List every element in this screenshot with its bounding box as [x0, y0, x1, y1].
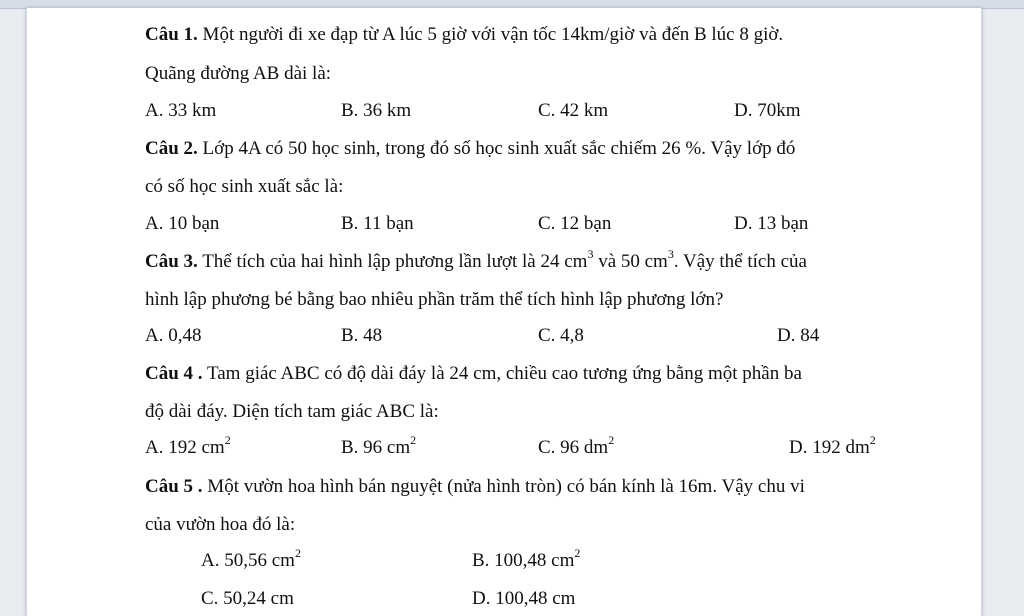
question-1-option-a: A. 33 km — [145, 100, 217, 121]
question-4-option-c-text: C. 96 dm — [538, 437, 609, 458]
question-4-line-1 — [145, 363, 802, 385]
question-1-text: Một người đi xe đạp từ A lúc 5 giờ với vận tốc 14km/giờ và đến B lúc 8 giờ. — [197, 24, 784, 45]
question-4-option-a-text: A. 192 cm — [145, 437, 225, 458]
question-5-option-a-text: A. 50,56 cm — [201, 550, 295, 571]
question-2-option-c: C. 12 bạn — [538, 213, 612, 234]
question-5-option-c-text: C. 50,24 cm — [201, 588, 294, 609]
question-1-option-c: C. 42 km — [538, 100, 609, 121]
question-1-option-b: B. 36 km — [341, 100, 412, 121]
question-3-sup-1: 3 — [587, 246, 594, 261]
question-1-line-1 — [145, 24, 783, 46]
question-4-option-c — [538, 432, 615, 459]
question-4-option-c-sup: 2 — [608, 432, 615, 447]
question-4-option-a — [145, 432, 231, 459]
question-5-label: Câu 5 . — [145, 476, 203, 497]
question-5-option-b — [472, 545, 581, 572]
question-2-label: Câu 2. — [145, 138, 198, 159]
question-1-label: Câu 1. — [145, 24, 198, 45]
question-2-option-a: A. 10 bạn — [145, 213, 220, 234]
question-3-text-c: . Vậy thể tích của — [673, 251, 807, 272]
question-4-label: Câu 4 . — [145, 363, 203, 384]
question-4-option-d-sup: 2 — [869, 432, 876, 447]
question-4-option-d-text: D. 192 dm — [789, 437, 870, 458]
question-4-line-2: độ dài đáy. Diện tích tam giác ABC là: — [145, 401, 439, 422]
question-5-option-d — [472, 588, 575, 610]
question-5-option-a-sup: 2 — [294, 545, 301, 560]
question-3-text-b: và 50 cm — [593, 251, 668, 272]
question-3-option-b: B. 48 — [341, 325, 383, 346]
question-3-option-c: C. 4,8 — [538, 325, 584, 346]
question-4-option-b-text: B. 96 cm — [341, 437, 411, 458]
question-4-text: Tam giác ABC có độ dài đáy là 24 cm, chiều cao tương ứng bằng một phần ba — [202, 363, 802, 384]
question-2-line-1 — [145, 138, 795, 160]
question-2-line-2: có số học sinh xuất sắc là: — [145, 176, 344, 197]
question-2-option-d: D. 13 bạn — [734, 213, 809, 234]
question-3-option-a: A. 0,48 — [145, 325, 202, 346]
document-page — [26, 8, 982, 616]
question-3-text-a: Thể tích của hai hình lập phương lần lượt là 24 cm — [197, 251, 588, 272]
question-2-option-b: B. 11 bạn — [341, 213, 414, 234]
question-4-option-b-sup: 2 — [410, 432, 417, 447]
question-2-text: Lớp 4A có 50 học sinh, trong đó số học sinh xuất sắc chiếm 26 %. Vậy lớp đó — [197, 138, 796, 159]
question-3-line-1 — [145, 246, 807, 273]
question-5-option-c — [201, 588, 294, 610]
question-5-option-b-sup: 2 — [574, 545, 581, 560]
question-3-option-d: D. 84 — [777, 325, 820, 346]
question-5-line-1 — [145, 476, 805, 498]
question-5-text: Một vườn hoa hình bán nguyệt (nửa hình tròn) có bán kính là 16m. Vậy chu vi — [202, 476, 805, 497]
question-3-sup-2: 3 — [667, 246, 674, 261]
question-3-label: Câu 3. — [145, 251, 198, 272]
question-4-option-d — [789, 432, 876, 459]
question-5-option-a — [201, 545, 301, 572]
question-1-option-d: D. 70km — [734, 100, 801, 121]
question-5-option-b-text: B. 100,48 cm — [472, 550, 575, 571]
question-4-option-a-sup: 2 — [224, 432, 231, 447]
question-5-line-2: của vườn hoa đó là: — [145, 514, 296, 535]
question-4-option-b — [341, 432, 417, 459]
question-1-line-2: Quãng đường AB dài là: — [145, 63, 332, 84]
question-5-option-d-text: D. 100,48 cm — [472, 588, 576, 609]
question-3-line-2: hình lập phương bé bằng bao nhiêu phần trăm thể tích hình lập phương lớn? — [145, 289, 724, 310]
